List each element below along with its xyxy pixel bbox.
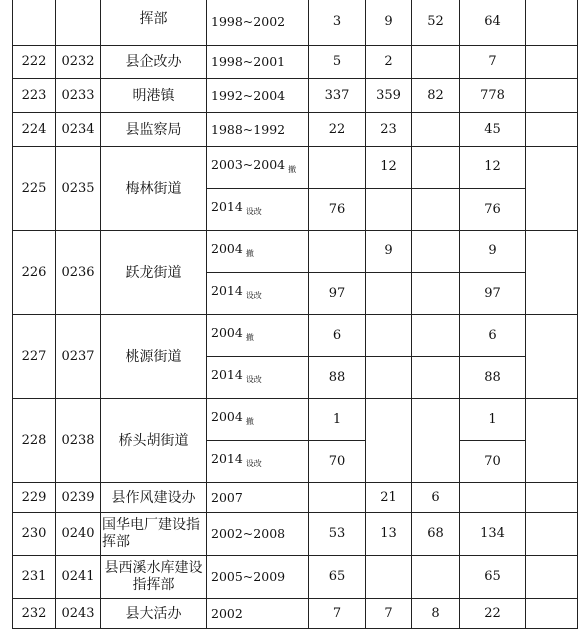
period-text: 2014 [211,283,243,298]
name-cell: 跃龙街道 [101,231,207,315]
period-cell [207,513,309,556]
count-a-cell: 97 [309,273,366,315]
note-cell [526,147,578,231]
count-a-cell: 70 [309,441,366,483]
seq-cell [13,0,56,46]
total-cell: 22 [460,599,526,629]
name-cell: 明港镇 [101,79,207,113]
table-row [13,231,578,273]
count-a-cell: 53 [309,513,366,556]
total-cell: 778 [460,79,526,113]
count-c-cell: 68 [412,513,460,556]
code-cell: 0233 [56,79,101,113]
count-c-cell [412,315,460,357]
total-cell: 12 [460,147,526,189]
note-cell [526,79,578,113]
count-c-cell: 52 [412,0,460,46]
table-row [13,399,578,441]
seq-cell: 226 [13,231,56,315]
note-cell [526,315,578,399]
total-cell: 134 [460,513,526,556]
total-cell: 64 [460,0,526,46]
total-cell: 76 [460,189,526,231]
period-text: 1998~2001 [211,54,286,69]
period-text: 1992~2004 [211,87,286,103]
period-text: 2014 [211,199,243,214]
period-tag: 撤 [288,165,297,174]
seq-cell: 230 [13,513,56,556]
period-text: 2014 [211,367,243,382]
name-cell: 县大活办 [101,599,207,629]
name-cell: 国华电厂建设指挥部 [101,513,207,556]
name-cell: 县作风建设办 [101,483,207,513]
period-cell [207,189,309,231]
code-cell: 0236 [56,231,101,315]
period-cell [207,147,309,189]
seq-cell: 228 [13,399,56,483]
code-cell: 0243 [56,599,101,629]
period-cell [207,273,309,315]
period-text: 1988~1992 [211,121,286,137]
period-cell [207,231,309,273]
name-cell: 县西溪水库建设指挥部 [101,556,207,599]
note-cell [526,0,578,46]
table-row [13,556,578,599]
count-a-cell: 5 [309,46,366,79]
count-b-cell: 13 [366,513,412,556]
count-b-cell: 9 [366,231,412,273]
period-text: 2004 [211,325,243,340]
count-b-cell: 12 [366,147,412,189]
count-b-cell: 9 [366,0,412,46]
period-cell [207,399,309,441]
count-c-cell [412,113,460,147]
table-row [13,79,578,113]
period-text: 1998~2002 [211,14,286,29]
period-text: 2005~2009 [211,569,286,584]
count-b-cell: 23 [366,113,412,147]
note-cell [526,231,578,315]
period-cell [207,113,309,147]
note-cell [526,46,578,79]
count-a-cell: 88 [309,357,366,399]
name-cell: 桃源街道 [101,315,207,399]
count-a-cell: 65 [309,556,366,599]
count-c-cell [412,399,460,483]
count-a-cell: 6 [309,315,366,357]
count-a-cell: 22 [309,113,366,147]
count-c-cell [412,231,460,273]
count-b-cell [366,315,412,357]
name-cell: 梅林街道 [101,147,207,231]
period-cell [207,556,309,599]
count-a-cell [309,483,366,513]
note-cell [526,599,578,629]
note-cell [526,483,578,513]
period-cell [207,599,309,629]
note-cell [526,513,578,556]
count-c-cell: 8 [412,599,460,629]
period-cell [207,315,309,357]
period-tag: 撤 [245,417,254,426]
period-tag: 设改 [245,291,262,300]
count-c-cell [412,273,460,315]
seq-cell: 224 [13,113,56,147]
count-a-cell: 3 [309,0,366,46]
period-text: 2004 [211,241,243,256]
code-cell: 0240 [56,513,101,556]
period-cell [207,79,309,113]
table-row [13,46,578,79]
count-b-cell [366,273,412,315]
count-a-cell: 337 [309,79,366,113]
total-cell: 97 [460,273,526,315]
period-tag: 设改 [245,207,262,216]
table-row [13,599,578,629]
count-b-cell [366,189,412,231]
period-text: 2004 [211,409,243,424]
name-cell: 桥头胡街道 [101,399,207,483]
code-cell: 0241 [56,556,101,599]
count-b-cell: 21 [366,483,412,513]
table-row [13,483,578,513]
note-cell [526,399,578,483]
count-a-cell [309,147,366,189]
count-b-cell [366,556,412,599]
seq-cell: 227 [13,315,56,399]
count-c-cell [412,147,460,189]
name-cell: 县监察局 [101,113,207,147]
archive-table [12,0,578,629]
table-row [13,513,578,556]
total-cell [460,483,526,513]
count-c-cell: 82 [412,79,460,113]
table-row [13,147,578,189]
seq-cell: 232 [13,599,56,629]
count-b-cell [366,399,412,483]
period-tag: 设改 [245,375,262,384]
total-cell: 88 [460,357,526,399]
table-row [13,113,578,147]
period-cell [207,357,309,399]
seq-cell: 223 [13,79,56,113]
count-c-cell [412,189,460,231]
total-cell: 6 [460,315,526,357]
code-cell: 0235 [56,147,101,231]
period-tag: 设改 [245,459,262,468]
count-a-cell: 1 [309,399,366,441]
period-cell [207,0,309,46]
note-cell [526,113,578,147]
count-b-cell: 359 [366,79,412,113]
note-cell [526,556,578,599]
total-cell: 9 [460,231,526,273]
count-a-cell [309,231,366,273]
code-cell: 0237 [56,315,101,399]
total-cell: 65 [460,556,526,599]
count-c-cell: 6 [412,483,460,513]
count-b-cell: 7 [366,599,412,629]
table-row [13,315,578,357]
total-cell: 7 [460,46,526,79]
period-tag: 撤 [245,249,254,258]
total-cell: 70 [460,441,526,483]
seq-cell: 225 [13,147,56,231]
name-cell: 挥部 [101,0,207,46]
code-cell [56,0,101,46]
count-c-cell [412,46,460,79]
table-row [13,0,578,46]
seq-cell: 229 [13,483,56,513]
total-cell: 45 [460,113,526,147]
code-cell: 0238 [56,399,101,483]
count-c-cell [412,357,460,399]
period-text: 2002~2008 [211,526,286,541]
code-cell: 0232 [56,46,101,79]
code-cell: 0239 [56,483,101,513]
period-tag: 撤 [245,333,254,342]
seq-cell: 231 [13,556,56,599]
count-b-cell: 2 [366,46,412,79]
period-cell [207,46,309,79]
period-cell [207,441,309,483]
count-c-cell [412,556,460,599]
seq-cell: 222 [13,46,56,79]
name-cell: 县企改办 [101,46,207,79]
period-text: 2002 [211,605,243,621]
period-cell [207,483,309,513]
period-text: 2014 [211,451,243,466]
count-a-cell: 7 [309,599,366,629]
period-text: 2007 [211,489,243,505]
total-cell: 1 [460,399,526,441]
count-b-cell [366,357,412,399]
count-a-cell: 76 [309,189,366,231]
period-text: 2003~2004 [211,157,286,172]
code-cell: 0234 [56,113,101,147]
